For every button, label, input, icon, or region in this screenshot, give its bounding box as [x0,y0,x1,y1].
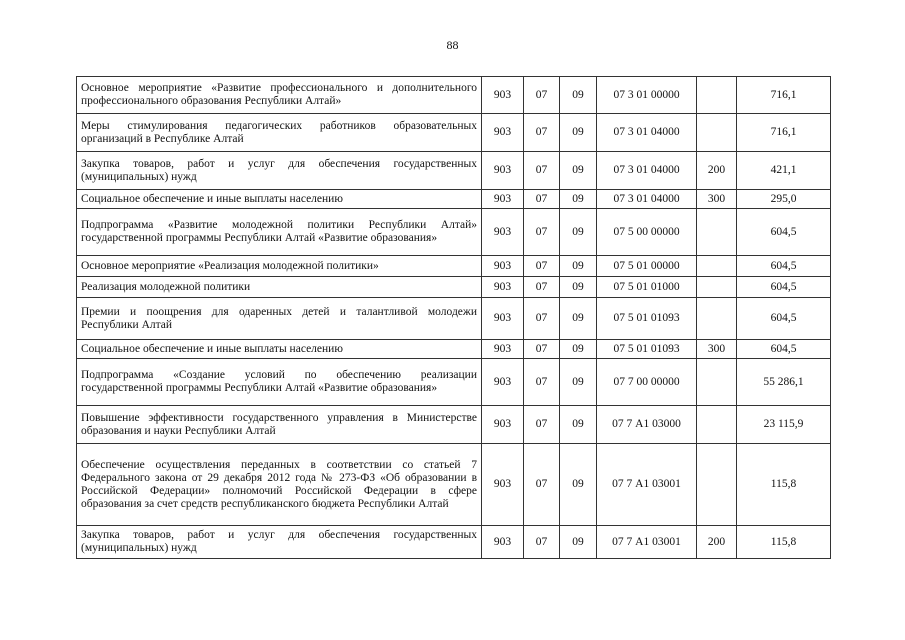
section-code-cell: 07 [524,209,560,256]
row-name-cell: Реализация молодежной политики [77,277,482,298]
target-article-cell: 07 5 01 01093 [597,340,697,359]
row-name-cell: Обеспечение осуществления переданных в соответствии со статьей 7 Федерального закона от 29 декабря 2012 года № 273-ФЗ «Об образовании в Российской Федерации» полномочий Российской Федерации в сфере образования за счет средств республиканского бюджета Республики Алтай [77,444,482,526]
subsection-code-cell: 09 [560,526,597,559]
section-code-cell: 07 [524,277,560,298]
subsection-code-cell: 09 [560,114,597,152]
amount-cell: 115,8 [737,444,831,526]
ministry-code-cell: 903 [482,256,524,277]
row-name-cell: Социальное обеспечение и иные выплаты населению [77,190,482,209]
ministry-code-cell: 903 [482,298,524,340]
page-number: 88 [446,38,459,52]
ministry-code-cell: 903 [482,114,524,152]
target-article-cell: 07 3 01 04000 [597,190,697,209]
ministry-code-cell: 903 [482,209,524,256]
amount-cell: 716,1 [737,114,831,152]
row-name-cell: Закупка товаров, работ и услуг для обеспечения государственных (муниципальных) нужд [77,152,482,190]
section-code-cell: 07 [524,406,560,444]
section-code-cell: 07 [524,444,560,526]
amount-cell: 295,0 [737,190,831,209]
expense-type-cell [697,359,737,406]
expense-type-cell: 200 [697,152,737,190]
amount-cell: 115,8 [737,526,831,559]
target-article-cell: 07 3 01 00000 [597,77,697,114]
subsection-code-cell: 09 [560,406,597,444]
ministry-code-cell: 903 [482,359,524,406]
section-code-cell: 07 [524,359,560,406]
row-name-cell: Социальное обеспечение и иные выплаты населению [77,340,482,359]
table-row [77,359,831,406]
ministry-code-cell: 903 [482,406,524,444]
target-article-cell: 07 7 А1 03001 [597,444,697,526]
target-article-cell: 07 7 А1 03001 [597,526,697,559]
ministry-code-cell: 903 [482,77,524,114]
table-row [77,77,831,114]
row-name-cell: Премии и поощрения для одаренных детей и талантливой молодежи Республики Алтай [77,298,482,340]
row-name-cell: Основное мероприятие «Развитие профессионального и дополнительного профессионального образования Республики Алтай» [77,77,482,114]
subsection-code-cell: 09 [560,77,597,114]
target-article-cell: 07 7 А1 03000 [597,406,697,444]
expense-type-cell: 300 [697,190,737,209]
table-row [77,209,831,256]
amount-cell: 23 115,9 [737,406,831,444]
expense-type-cell: 200 [697,526,737,559]
target-article-cell: 07 5 01 01093 [597,298,697,340]
row-name-cell: Закупка товаров, работ и услуг для обеспечения государственных (муниципальных) нужд [77,526,482,559]
target-article-cell: 07 3 01 04000 [597,152,697,190]
expense-type-cell [697,406,737,444]
expense-type-cell [697,298,737,340]
expense-type-cell [697,277,737,298]
ministry-code-cell: 903 [482,526,524,559]
section-code-cell: 07 [524,256,560,277]
section-code-cell: 07 [524,190,560,209]
section-code-cell: 07 [524,340,560,359]
row-name-cell: Основное мероприятие «Реализация молодежной политики» [77,256,482,277]
amount-cell: 604,5 [737,277,831,298]
subsection-code-cell: 09 [560,209,597,256]
row-name-cell: Повышение эффективности государственного управления в Министерстве образования и науки Республики Алтай [77,406,482,444]
expense-type-cell [697,444,737,526]
amount-cell: 55 286,1 [737,359,831,406]
row-name-cell: Подпрограмма «Создание условий по обеспечению реализации государственной программы Республики Алтай «Развитие образования» [77,359,482,406]
expense-type-cell [697,77,737,114]
ministry-code-cell: 903 [482,277,524,298]
expense-type-cell [697,114,737,152]
table-row [77,298,831,340]
amount-cell: 421,1 [737,152,831,190]
table-row [77,152,831,190]
amount-cell: 604,5 [737,256,831,277]
amount-cell: 604,5 [737,340,831,359]
subsection-code-cell: 09 [560,444,597,526]
section-code-cell: 07 [524,526,560,559]
subsection-code-cell: 09 [560,190,597,209]
table-row [77,190,831,209]
budget-table [76,76,831,559]
target-article-cell: 07 5 00 00000 [597,209,697,256]
subsection-code-cell: 09 [560,340,597,359]
budget-table-body [77,77,831,559]
subsection-code-cell: 09 [560,277,597,298]
subsection-code-cell: 09 [560,152,597,190]
amount-cell: 604,5 [737,298,831,340]
target-article-cell: 07 5 01 00000 [597,256,697,277]
subsection-code-cell: 09 [560,359,597,406]
target-article-cell: 07 5 01 01000 [597,277,697,298]
amount-cell: 604,5 [737,209,831,256]
table-row [77,406,831,444]
ministry-code-cell: 903 [482,444,524,526]
table-row [77,256,831,277]
table-row [77,114,831,152]
ministry-code-cell: 903 [482,340,524,359]
expense-type-cell: 300 [697,340,737,359]
table-row [77,526,831,559]
subsection-code-cell: 09 [560,298,597,340]
amount-cell: 716,1 [737,77,831,114]
target-article-cell: 07 3 01 04000 [597,114,697,152]
section-code-cell: 07 [524,77,560,114]
table-row [77,444,831,526]
subsection-code-cell: 09 [560,256,597,277]
ministry-code-cell: 903 [482,190,524,209]
row-name-cell: Подпрограмма «Развитие молодежной политики Республики Алтай» государственной программы Республики Алтай «Развитие образования» [77,209,482,256]
table-row [77,340,831,359]
section-code-cell: 07 [524,114,560,152]
expense-type-cell [697,209,737,256]
row-name-cell: Меры стимулирования педагогических работников образовательных организаций в Республике Алтай [77,114,482,152]
section-code-cell: 07 [524,298,560,340]
table-row [77,277,831,298]
section-code-cell: 07 [524,152,560,190]
target-article-cell: 07 7 00 00000 [597,359,697,406]
expense-type-cell [697,256,737,277]
ministry-code-cell: 903 [482,152,524,190]
